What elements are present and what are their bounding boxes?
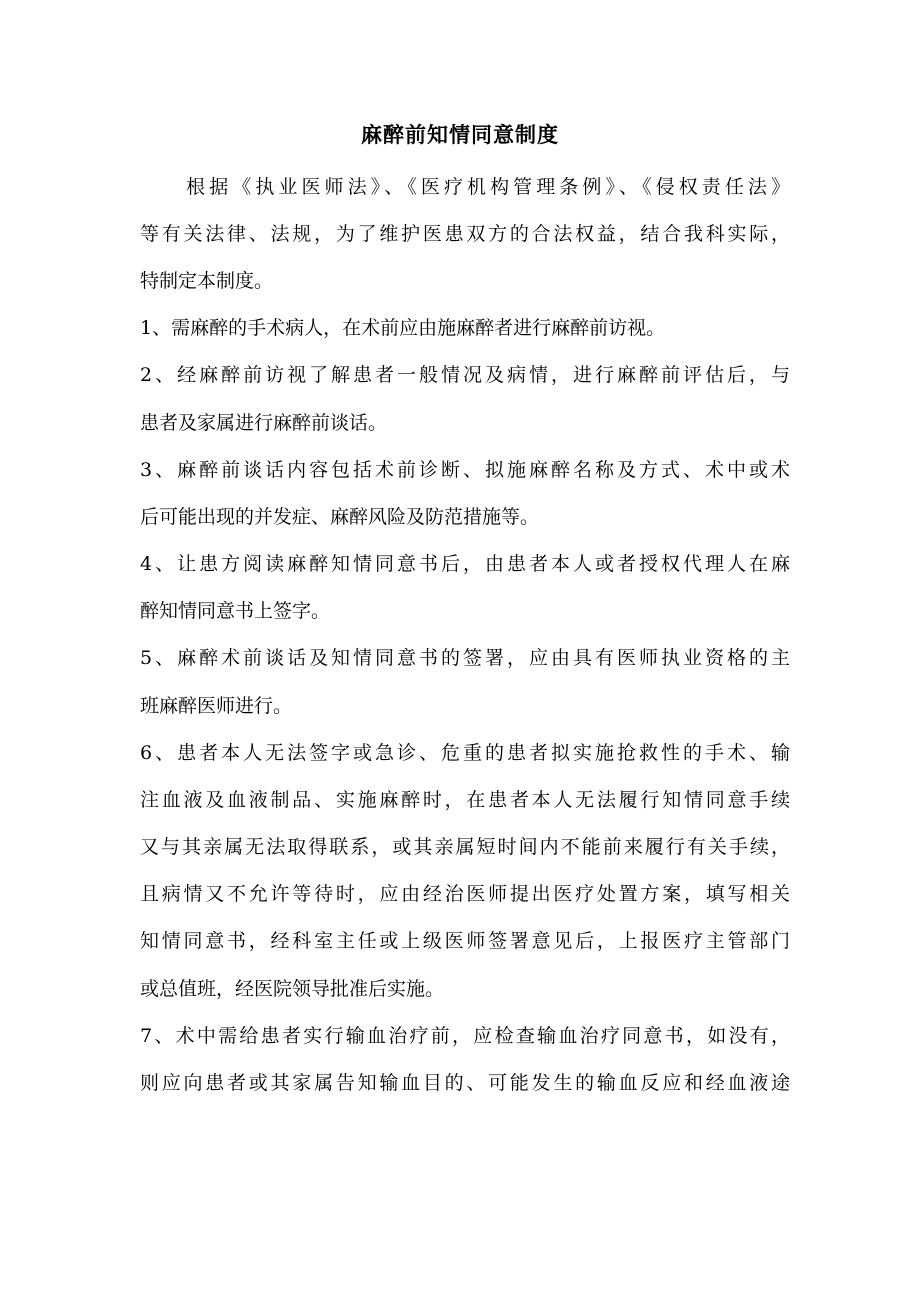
body-line: 患者及家属进行麻醉前谈话。 [140,412,388,434]
body-line: 后可能出现的并发症、麻醉风险及防范措施等。 [140,506,540,528]
body-line: 等有关法律、法规，为了维护医患双方的合法权益，结合我科实际， [140,223,790,245]
body-line: 特制定本制度。 [140,270,274,292]
document-title: 麻醉前知情同意制度 [361,122,559,147]
body-line: 根据《执业医师法》、《医疗机构管理条例》、《侵权责任法》 [140,176,790,198]
body-line: 知情同意书，经科室主任或上级医师签署意见后，上报医疗主管部门 [140,930,790,952]
body-line: 2、经麻醉前访视了解患者一般情况及病情，进行麻醉前评估后，与 [140,364,790,386]
body-line: 醉知情同意书上签字。 [140,600,331,622]
body-line: 6、患者本人无法签字或急诊、危重的患者拟实施抢救性的手术、输 [140,742,790,764]
body-line: 4、让患方阅读麻醉知情同意书后，由患者本人或者授权代理人在麻 [140,553,790,575]
body-line: 且病情又不允许等待时，应由经治医师提出医疗处置方案，填写相关 [140,883,790,905]
body-line: 或总值班，经医院领导批准后实施。 [140,978,445,1000]
body-line: 3、麻醉前谈话内容包括术前诊断、拟施麻醉名称及方式、术中或术 [140,459,790,481]
body-line: 1、需麻醉的手术病人，在术前应由施麻醉者进行麻醉前访视。 [140,317,666,339]
body-line: 5、麻醉术前谈话及知情同意书的签署，应由具有医师执业资格的主 [140,647,790,669]
body-line: 班麻醉医师进行。 [140,695,293,717]
body-line: 则应向患者或其家属告知输血目的、可能发生的输血反应和经血液途 [140,1072,790,1094]
body-line: 又与其亲属无法取得联系，或其亲属短时间内不能前来履行有关手续， [140,836,790,858]
body-line: 7、术中需给患者实行输血治疗前，应检查输血治疗同意书，如没有， [140,1025,790,1047]
body-line: 注血液及血液制品、实施麻醉时，在患者本人无法履行知情同意手续 [140,789,790,811]
